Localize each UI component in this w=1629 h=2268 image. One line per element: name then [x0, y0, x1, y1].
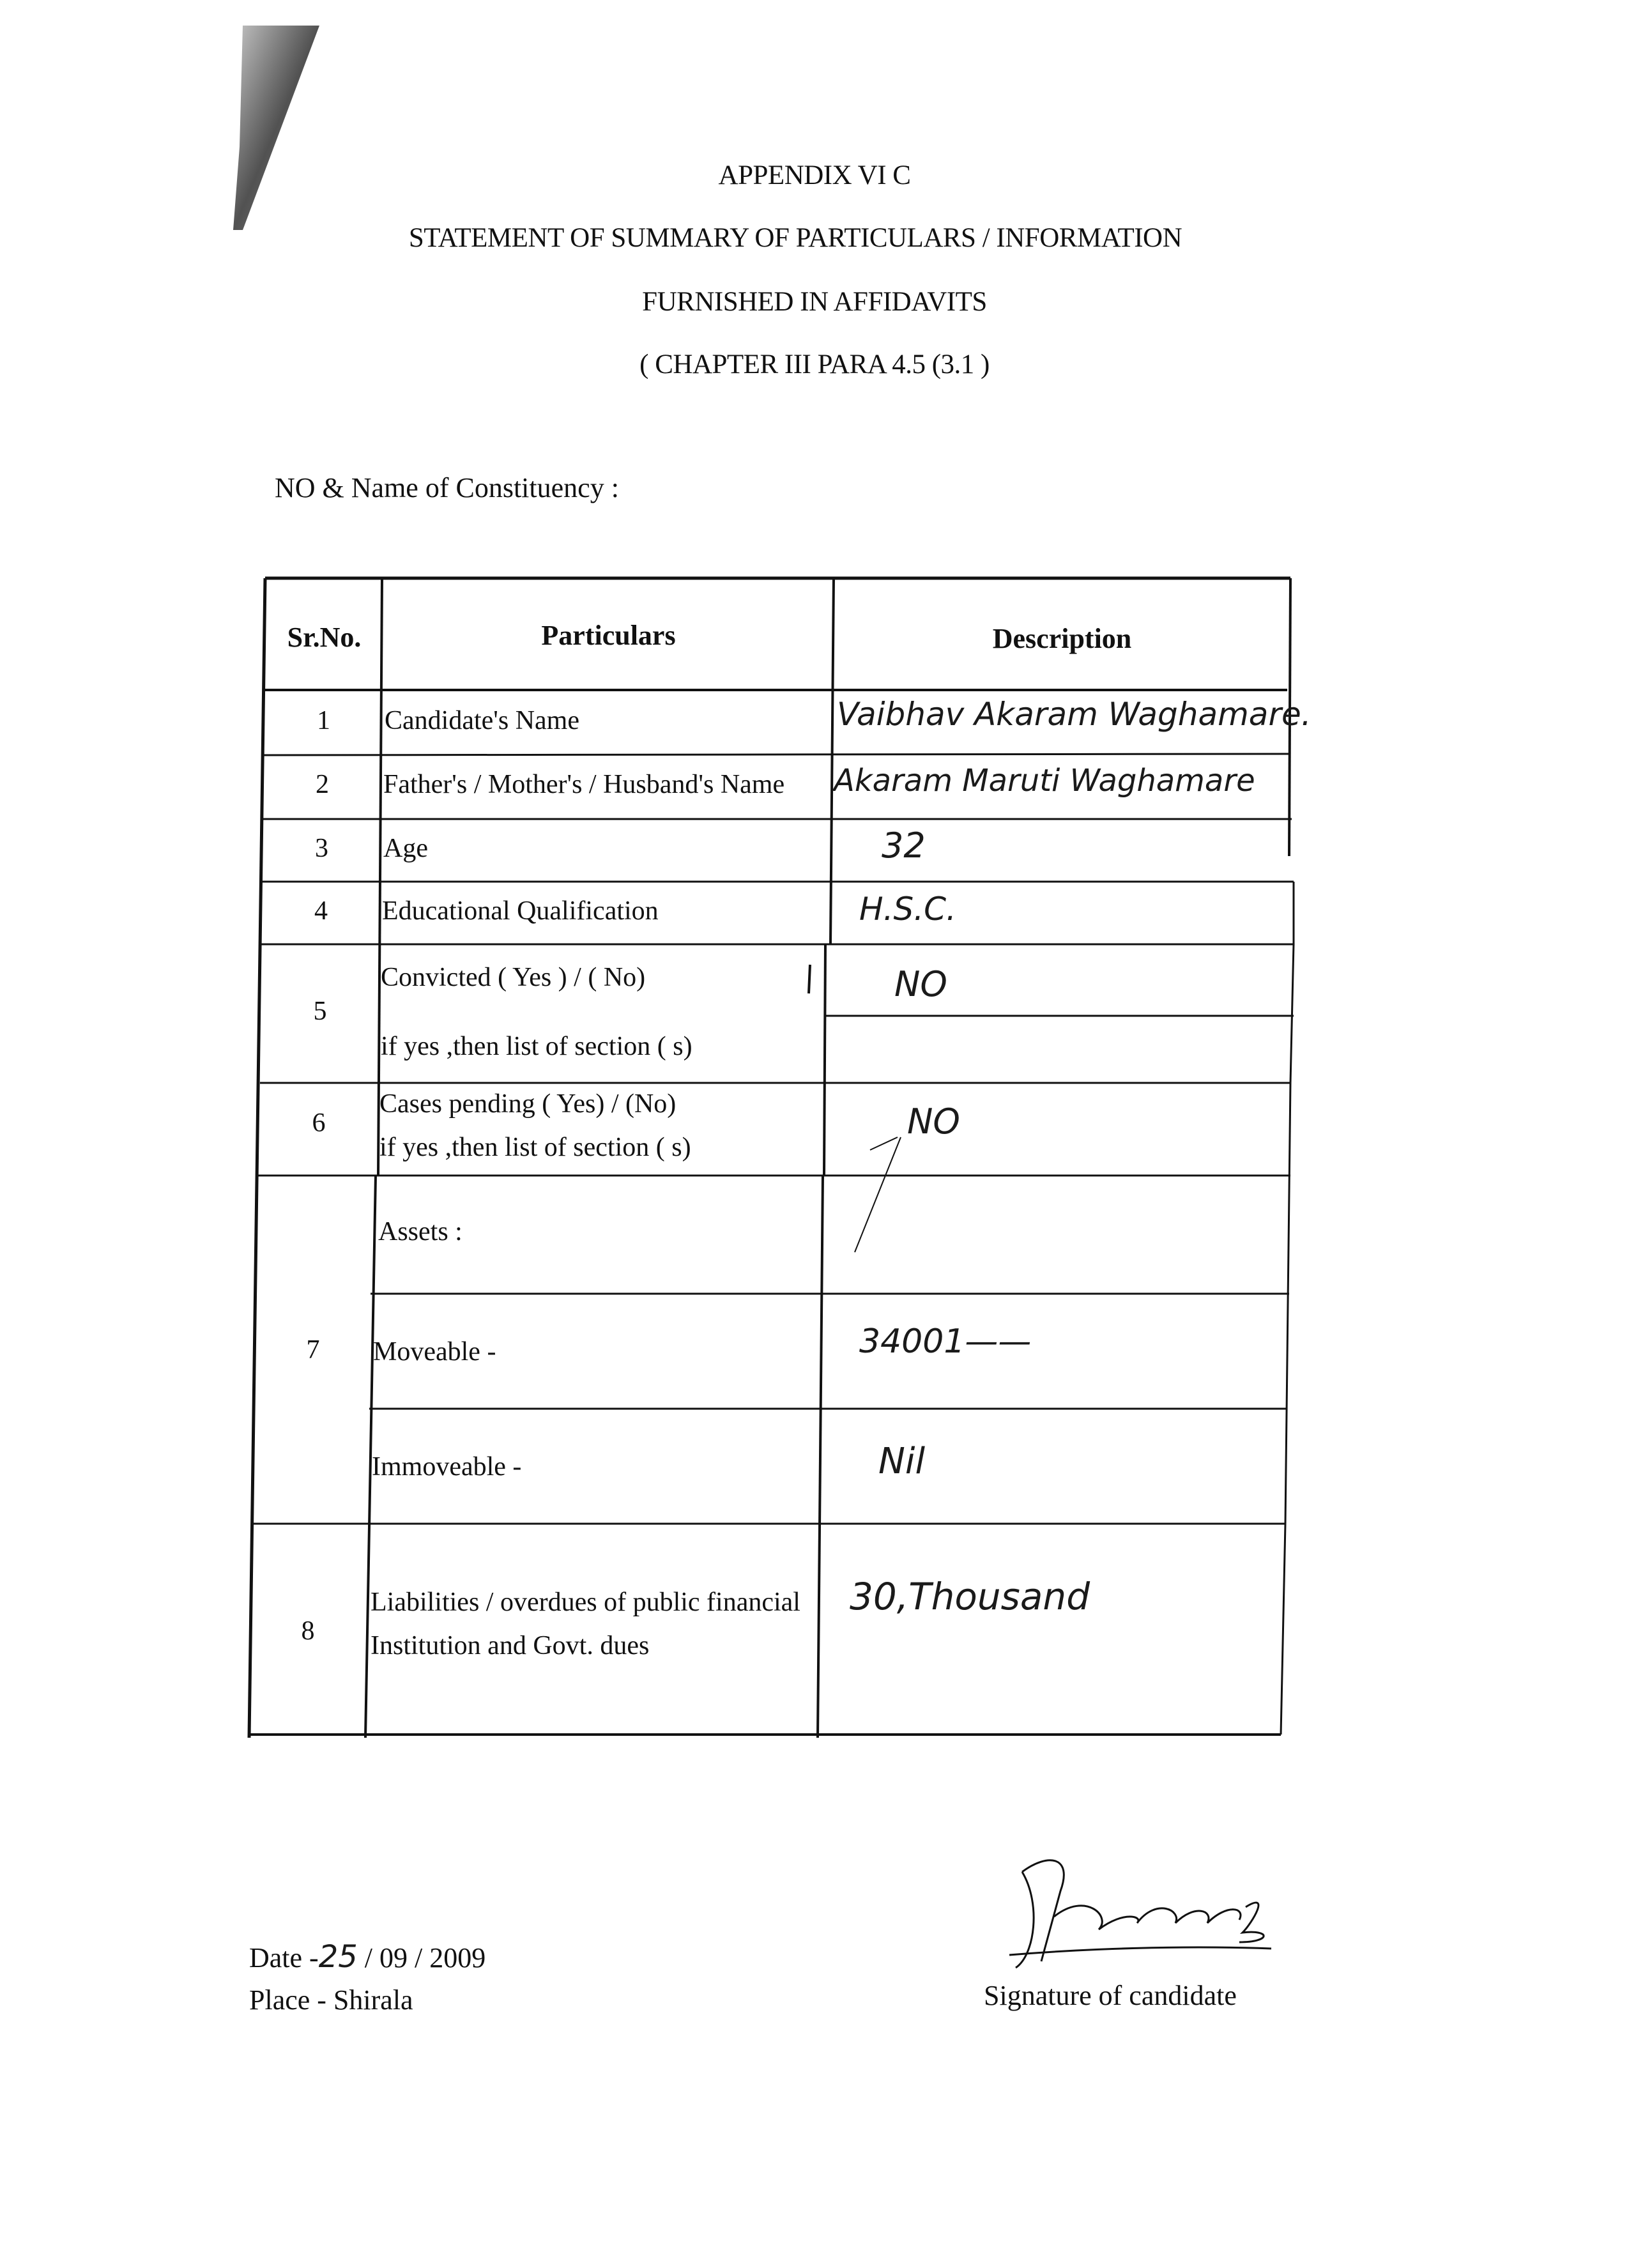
constituency-label: NO & Name of Constituency :: [275, 472, 619, 503]
row-5-description: NO: [894, 964, 947, 1004]
row-7-particular: Assets :: [378, 1217, 463, 1246]
row-5-particular: Convicted ( Yes ) / ( No): [381, 963, 646, 992]
row-1-particular: Candidate's Name: [385, 706, 579, 735]
header-particulars: Particulars: [541, 620, 676, 651]
row-3-number: 3: [315, 834, 328, 863]
row-6-particular-sub: if yes ,then list of section ( s): [379, 1133, 691, 1162]
row-5-number: 5: [313, 997, 327, 1026]
date-prefix: Date -: [249, 1942, 319, 1973]
immoveable-value: Nil: [878, 1441, 926, 1482]
row-2-description: Akaram Maruti Waghamare: [834, 763, 1255, 799]
row-1-description: Vaibhav Akaram Waghamare.: [837, 696, 1312, 733]
row-6-number: 6: [312, 1108, 326, 1138]
header-description: Description: [992, 623, 1132, 654]
date-line: [249, 1939, 486, 1975]
chapter-reference: ( CHAPTER III PARA 4.5 (3.1 ): [639, 349, 990, 379]
signature-caption: Signature of candidate: [984, 1980, 1237, 2011]
moveable-value: 34001——: [859, 1322, 1032, 1361]
statement-title: STATEMENT OF SUMMARY OF PARTICULARS / INFORMATION: [408, 223, 1182, 253]
row-6-particular: Cases pending ( Yes) / (No): [379, 1089, 677, 1119]
row-2-number: 2: [316, 770, 329, 799]
appendix-title: APPENDIX VI C: [718, 160, 911, 190]
place-line: Place - Shirala: [249, 1984, 413, 2016]
row-3-description: 32: [882, 825, 926, 866]
row-3-particular: Age: [383, 834, 428, 863]
date-day: 25: [318, 1939, 358, 1975]
row-2-particular: Father's / Mother's / Husband's Name: [383, 770, 785, 799]
row-4-number: 4: [314, 896, 328, 926]
row-8-description: 30,Thousand: [850, 1575, 1090, 1618]
row-8-particular: Liabilities / overdues of public financial: [371, 1588, 800, 1617]
header-srno: Sr.No.: [287, 622, 362, 653]
moveable-label: Moveable -: [373, 1337, 496, 1367]
date-rest: / 09 / 2009: [364, 1942, 486, 1973]
row-8-number: 8: [301, 1616, 315, 1646]
row-7-number: 7: [306, 1335, 320, 1365]
row-6-description: NO: [907, 1101, 960, 1142]
row-4-particular: Educational Qualification: [382, 896, 659, 926]
row-5-particular-sub: if yes ,then list of section ( s): [381, 1032, 692, 1061]
row-4-description: H.S.C.: [859, 891, 956, 928]
row-8-particular-sub: Institution and Govt. dues: [371, 1631, 650, 1660]
statement-subtitle: FURNISHED IN AFFIDAVITS: [642, 287, 987, 317]
row-1-number: 1: [317, 706, 330, 735]
immoveable-label: Immoveable -: [372, 1452, 522, 1482]
